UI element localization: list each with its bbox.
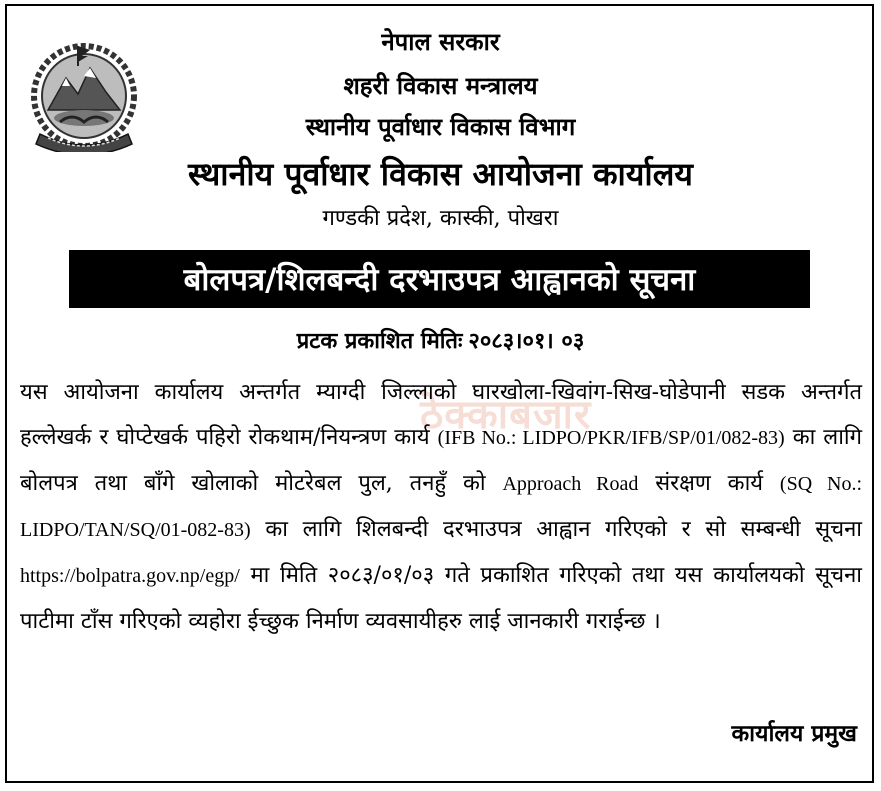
watermark: ठेक्काबजार (420, 393, 592, 437)
header-department: स्थानीय पूर्वाधार विकास विभाग (305, 112, 576, 141)
publication-date-label: प्रटक प्रकाशित मितिः (296, 328, 463, 354)
header-government: नेपाल सरकार (381, 27, 500, 56)
notice-body (20, 370, 862, 644)
signature-office-chief: कार्यालय प्रमुख (731, 720, 857, 747)
publication-date-line (0, 325, 881, 355)
body-part-2: का लागि बोलपत्र तथा बाँगे खोलाको मोटरेबल पुल, तनहुँ को (20, 425, 862, 496)
approach-road-text: Approach Road (502, 473, 639, 495)
bolpatra-url-link[interactable]: https://bolpatra.gov.np/egp/ (20, 565, 240, 587)
body-part-5: मा मिति २०८३/०१/०३ गते प्रकाशित गरिएको तथा यस कार्यालयको सूचना पाटीमा टाँस गरिएको व्यहोरा ईच्छुक निर्माण व्यवसायीहरु लाई जानकारी गराईन्छ । (20, 563, 862, 634)
ifb-number: (IFB No.: LIDPO/PKR/IFB/SP/01/082-83) (437, 427, 785, 449)
publication-date-value: २०८३।०१। ०३ (468, 328, 585, 354)
body-part-4: का लागि शिलबन्दी दरभाउपत्र आह्वान गरिएको र सो सम्बन्धी सूचना (265, 517, 863, 542)
header-ministry: शहरी विकास मन्त्रालय (343, 71, 538, 100)
notice-title-banner (69, 250, 810, 308)
body-part-3: संरक्षण कार्य (655, 471, 764, 496)
sq-number: (SQ No.: LIDPO/TAN/SQ/01-082-83) (20, 473, 863, 541)
notice-title: बोलपत्र/शिलबन्दी दरभाउपत्र आह्वानको सूचना (183, 262, 696, 298)
body-part-1: यस आयोजना कार्यालय अन्तर्गत म्याग्दी जिल्लाको घारखोला-खिवांग-सिख-घोडेपानी सडक अन्तर्गत हल्लेखर्क र घोप्टेखर्क पहिरो रोकथाम/नियन्त्रण कार्य (20, 380, 862, 450)
header-location: गण्डकी प्रदेश, कास्की, पोखरा (322, 206, 559, 231)
header-office: स्थानीय पूर्वाधार विकास आयोजना कार्यालय (188, 155, 693, 193)
